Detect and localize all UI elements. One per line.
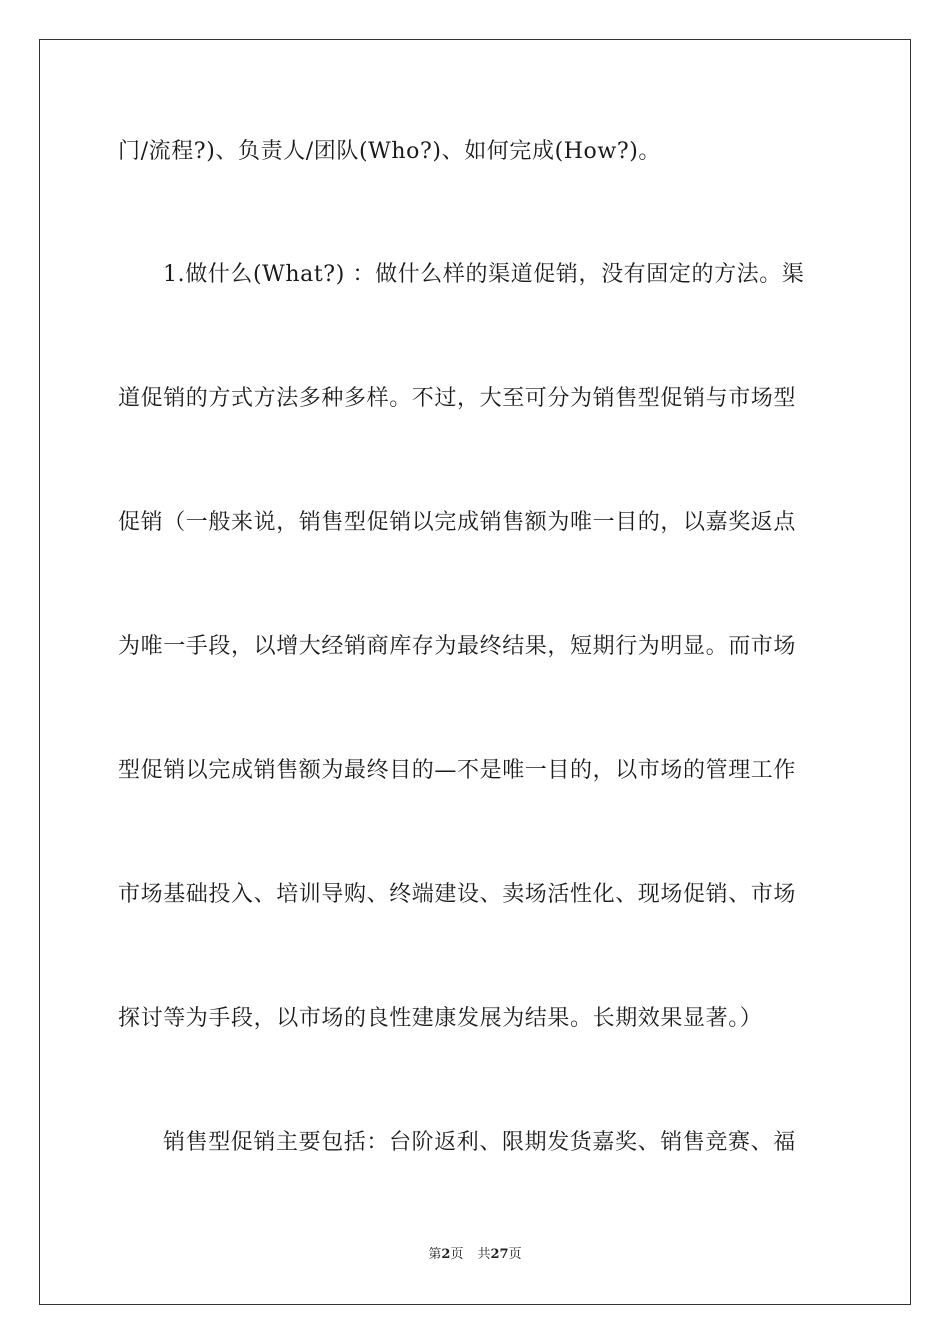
text-line: 型促销以完成销售额为最终目的—不是唯一目的，以市场的管理工作: [118, 758, 797, 783]
text-line: 市场基础投入、培训导购、终端建设、卖场活性化、现场促销、市场: [118, 882, 797, 907]
page-prefix: 第: [428, 1247, 442, 1262]
text-line: 销售型促销主要包括：台阶返利、限期发货嘉奖、销售竞赛、福: [163, 1130, 796, 1155]
page-number: 2: [441, 1247, 451, 1262]
text-line: 促销（一般来说，销售型促销以完成销售额为唯一目的，以嘉奖返点: [118, 510, 797, 535]
text-line: 道促销的方式方法多种多样。不过，大至可分为销售型促销与市场型: [118, 386, 797, 411]
total-prefix: 共: [477, 1247, 491, 1262]
text-line: 1.做什么(What?) ：做什么样的渠道促销，没有固定的方法。渠: [163, 262, 805, 287]
total-suffix: 页: [508, 1247, 522, 1262]
text-line: 探讨等为手段，以市场的良性建康发展为结果。长期效果显著。）: [118, 1006, 763, 1031]
page-footer: [0, 1247, 950, 1263]
page-suffix: 页: [450, 1247, 464, 1262]
text-line: 为唯一手段，以增大经销商库存为最终结果，短期行为明显。而市场: [118, 634, 797, 659]
page-border: [39, 39, 911, 1305]
text-line: 门/流程?)、负责人/团队(Who?)、如何完成(How?)。: [118, 139, 662, 164]
total-pages: 27: [490, 1247, 509, 1262]
